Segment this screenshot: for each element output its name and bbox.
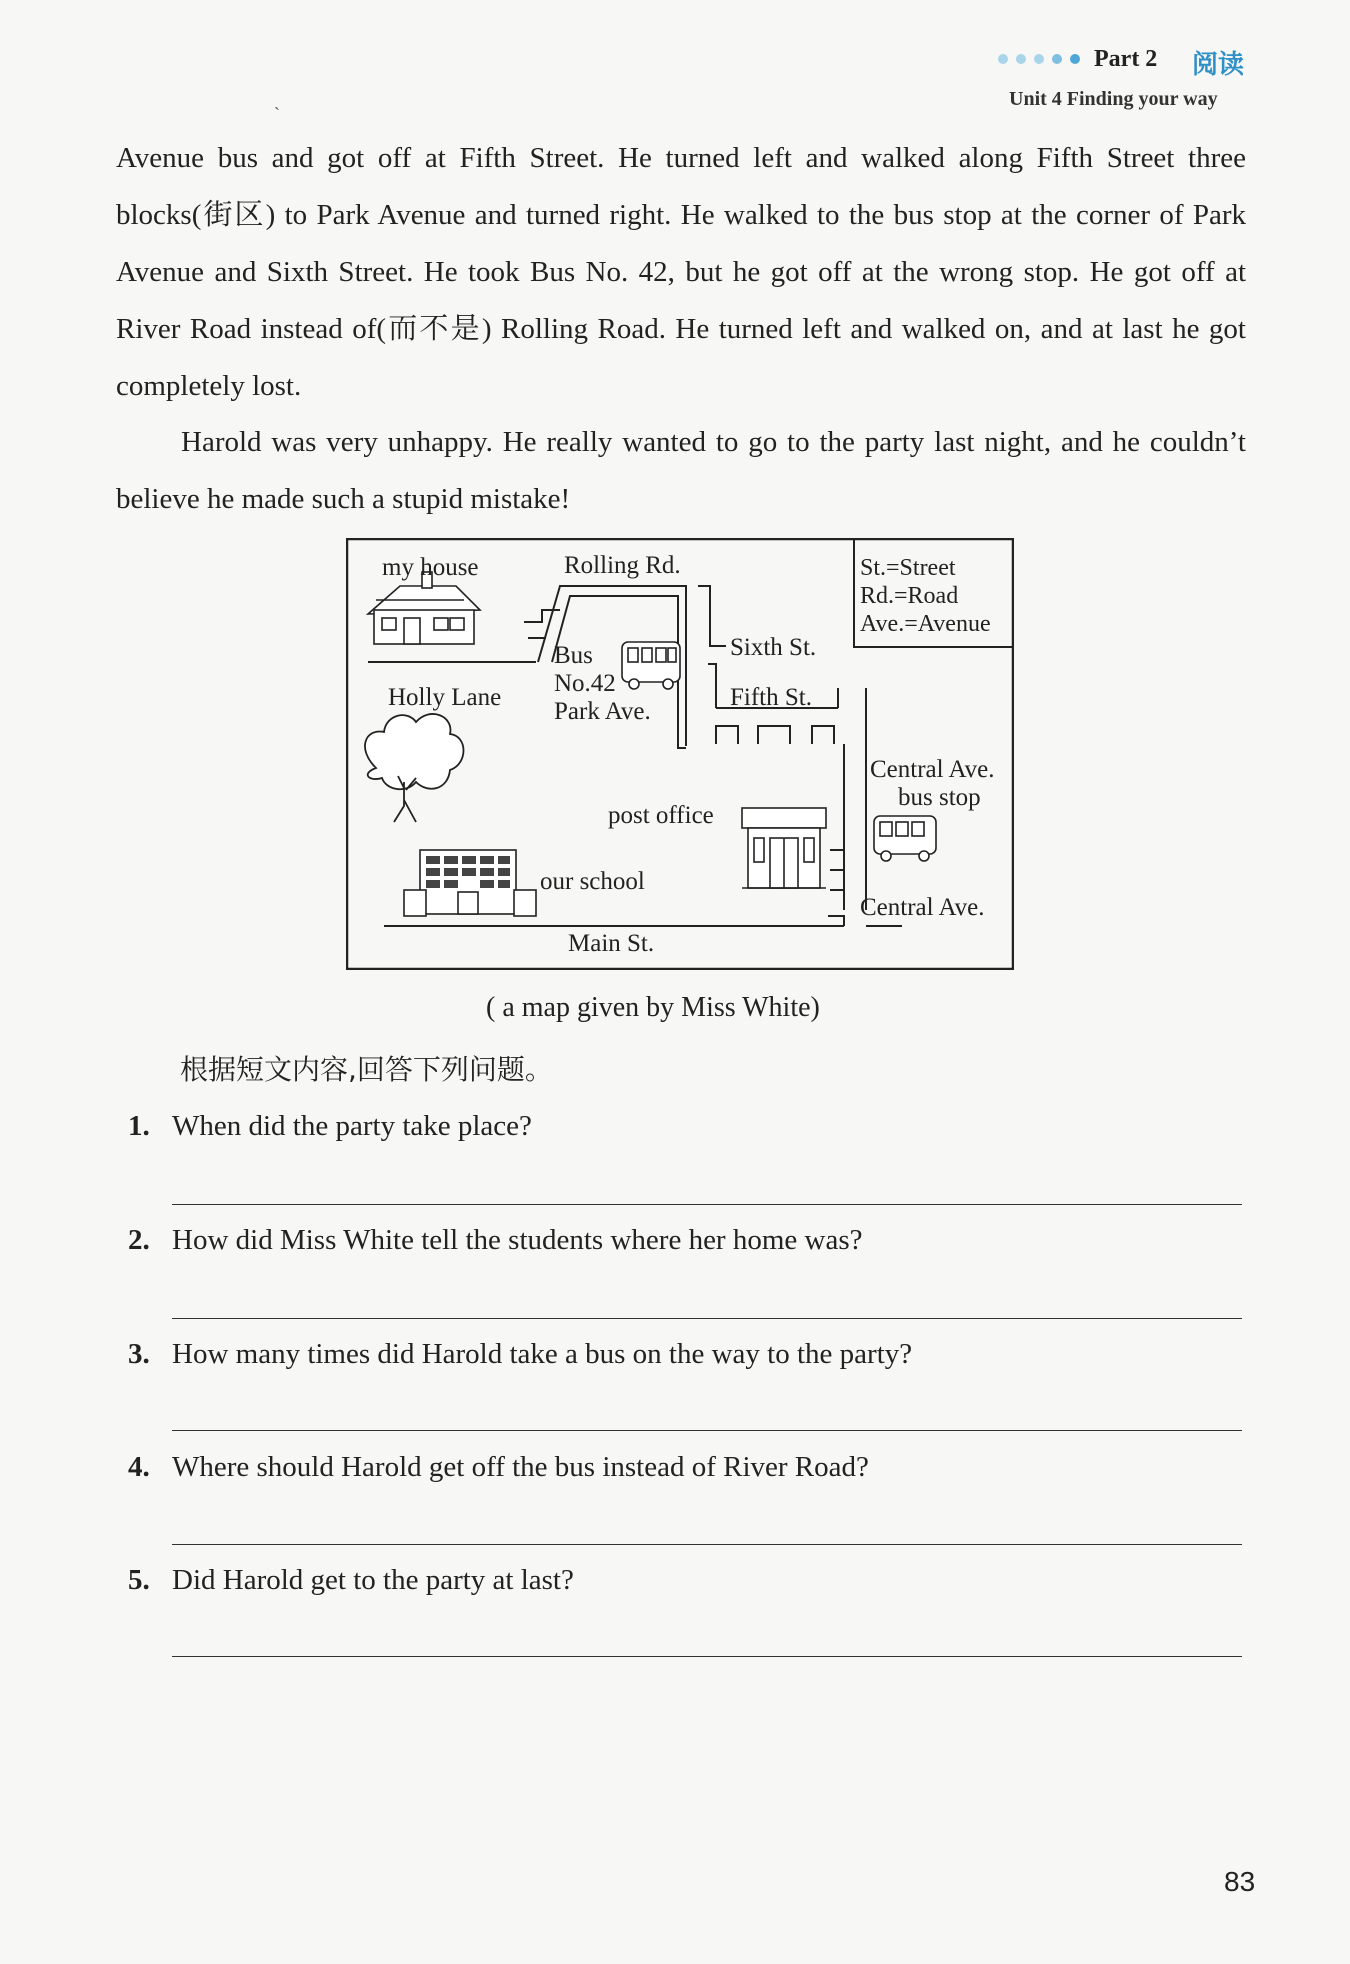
- answer-line-3[interactable]: [172, 1430, 1242, 1431]
- house-icon: [368, 572, 480, 644]
- map-label-holly-lane: Holly Lane: [388, 684, 502, 711]
- question-2: [128, 1224, 863, 1257]
- passage-paragraph-1: Avenue bus and got off at Fifth Street. He turned left and walked along Fifth Street three blocks(街区) to Park Avenue and turned right. He walked to the bus stop at the corner of Park Avenue and Sixth Street. He took Bus No. 42, but he got off at the wrong stop. He got off at River Road instead of(而不是) Rolling Road. He turned left and walked on, and at last he got completely lost.: [116, 142, 1246, 402]
- header-unit: Unit 4 Finding your way: [1009, 88, 1218, 110]
- question-text: When did the party take place?: [172, 1110, 532, 1142]
- question-5: [128, 1564, 574, 1597]
- legend-road: Rd.=Road: [860, 583, 959, 609]
- question-text: Where should Harold get off the bus instead of River Road?: [172, 1451, 869, 1483]
- legend-avenue: Ave.=Avenue: [860, 611, 991, 637]
- map-caption: ( a map given by Miss White): [486, 992, 820, 1023]
- legend-street: St.=Street: [860, 555, 956, 581]
- route-map: [346, 538, 1014, 970]
- question-text: How many times did Harold take a bus on the way to the party?: [172, 1338, 913, 1370]
- question-text: Did Harold get to the party at last?: [172, 1564, 574, 1596]
- question-1: [128, 1110, 532, 1143]
- answer-line-5[interactable]: [172, 1656, 1242, 1657]
- question-4: [128, 1451, 869, 1484]
- map-label-central-ave-bus-stop-line2: bus stop: [898, 784, 981, 811]
- passage-paragraph-2: Harold was very unhappy. He really wanted to go to the party last night, and he couldn’t believe he made such a stupid mistake!: [116, 426, 1246, 515]
- tree-icon: [365, 714, 464, 822]
- question-number: 1.: [128, 1110, 150, 1142]
- question-number: 3.: [128, 1338, 150, 1370]
- answer-line-2[interactable]: [172, 1318, 1242, 1319]
- question-number: 4.: [128, 1451, 150, 1483]
- header-dots: [998, 54, 1080, 64]
- header-part: Part 2: [1094, 46, 1158, 72]
- answer-line-4[interactable]: [172, 1544, 1242, 1545]
- school-icon: [404, 850, 536, 916]
- map-label-fifth-st: Fifth St.: [730, 684, 812, 711]
- stray-mark: ˏ: [274, 90, 280, 111]
- answer-line-1[interactable]: [172, 1204, 1242, 1205]
- map-label-post-office: post office: [608, 802, 714, 829]
- bus-icon: [622, 642, 680, 689]
- map-label-main-st: Main St.: [568, 930, 655, 957]
- map-label-bus: Bus: [554, 642, 593, 669]
- map-label-sixth-st: Sixth St.: [730, 634, 817, 661]
- instruction-text: 根据短文内容,回答下列问题。: [180, 1053, 553, 1086]
- map-label-my-house: my house: [382, 554, 479, 581]
- post-office-icon: [742, 808, 826, 888]
- map-label-central-ave: Central Ave.: [860, 894, 985, 921]
- map-label-our-school: our school: [540, 868, 645, 895]
- map-label-no42: No.42: [554, 670, 616, 697]
- map-label-central-ave-bus-stop-line1: Central Ave.: [870, 756, 995, 783]
- bus-stop-bus-icon: [874, 816, 936, 861]
- map-label-park-ave: Park Ave.: [554, 698, 651, 725]
- question-number: 2.: [128, 1224, 150, 1256]
- page-number: 83: [1224, 1866, 1256, 1897]
- map-label-rolling-rd: Rolling Rd.: [564, 552, 681, 579]
- question-3: [128, 1338, 912, 1371]
- header-section: 阅读: [1192, 50, 1245, 80]
- question-number: 5.: [128, 1564, 150, 1596]
- map-legend: [860, 554, 991, 638]
- question-text: How did Miss White tell the students where her home was?: [172, 1224, 863, 1256]
